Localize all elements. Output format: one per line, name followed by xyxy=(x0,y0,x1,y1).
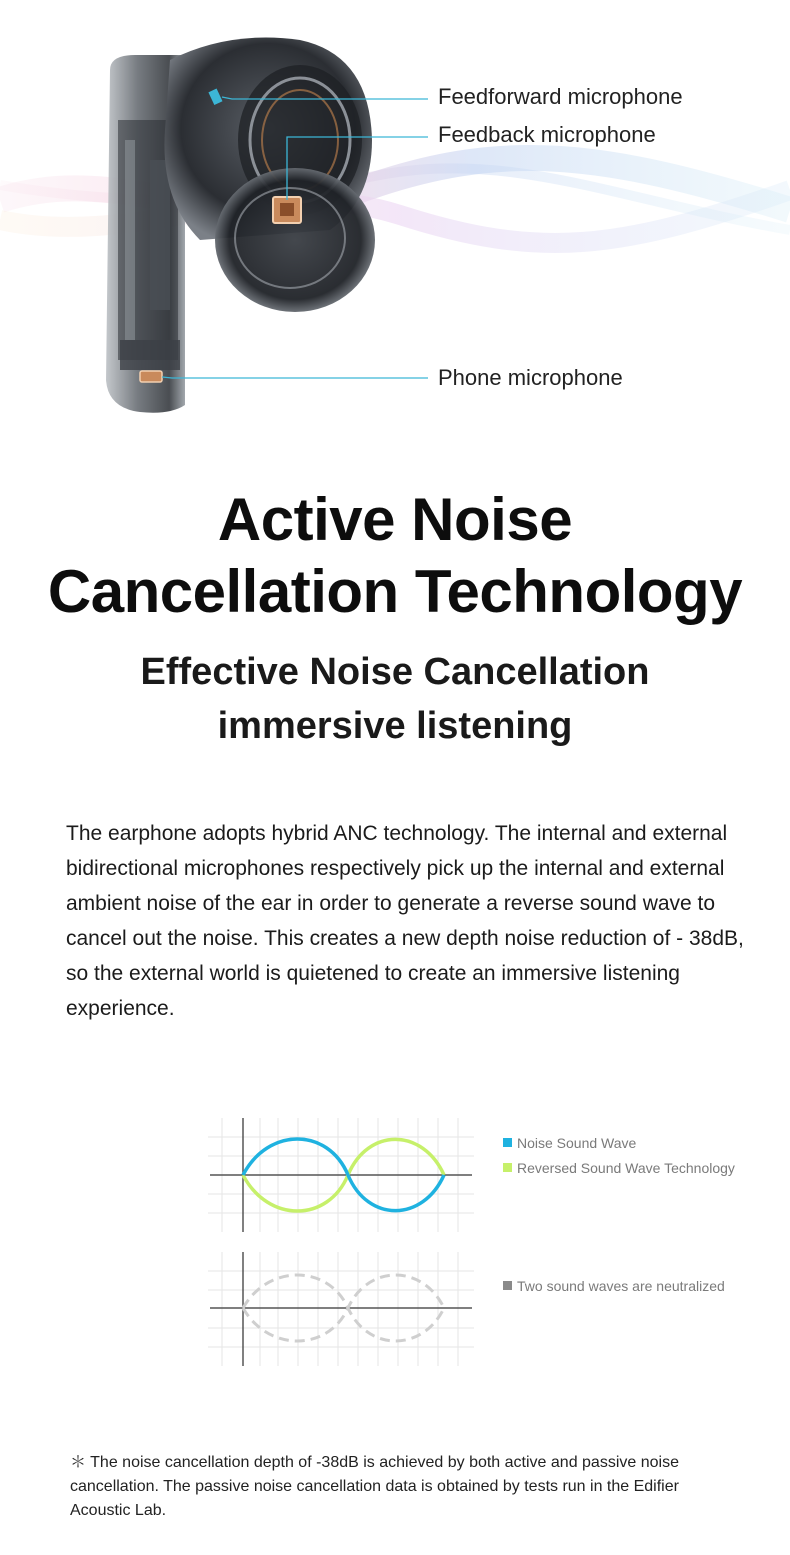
neutralized-legend xyxy=(503,1273,725,1298)
reversed-wave-swatch-icon xyxy=(503,1163,512,1172)
page-subtitle-line-2: immersive listening xyxy=(217,705,573,747)
page-subtitle-line-1: Effective Noise Cancellation xyxy=(140,651,650,693)
neutralized-wave-diagram xyxy=(208,1252,474,1366)
legend-neutralized xyxy=(503,1273,725,1298)
footnote: ＊ The noise cancellation depth of -38dB is achieved by both active and passive noise cancellation. The passive noise cancellation data is obtained by tests run in the Edifier Acoustic Lab. xyxy=(70,1454,679,1519)
wave-legend xyxy=(503,1130,735,1180)
noise-wave-diagram xyxy=(208,1118,474,1232)
legend-noise-wave-label: Noise Sound Wave xyxy=(517,1134,637,1151)
noise-wave-swatch-icon xyxy=(503,1138,512,1147)
page-title xyxy=(0,484,790,628)
neutralized-swatch-icon xyxy=(503,1281,512,1290)
legend-noise-wave xyxy=(503,1130,735,1155)
legend-neutralized-label: Two sound waves are neutralized xyxy=(517,1277,725,1294)
earbud-illustration xyxy=(0,0,790,440)
diagram-grid-2 xyxy=(208,1252,474,1366)
feedforward-microphone-label: Feedforward microphone xyxy=(438,84,683,109)
page-title-line-1: Active Noise xyxy=(217,486,573,553)
anc-description: The earphone adopts hybrid ANC technology. The internal and external bidirectional microphones respectively pick up the internal and external ambient noise of the ear in order to generate a reverse sound wave to cancel out the noise. This creates a new depth noise reduction of - 38dB, so the external world is quietened to create an immersive listening experience. xyxy=(66,822,744,1020)
legend-reversed-wave xyxy=(503,1155,735,1180)
page-subtitle xyxy=(0,645,790,753)
page-title-line-2: Cancellation Technology xyxy=(47,558,743,625)
legend-reversed-wave-label: Reversed Sound Wave Technology xyxy=(517,1159,735,1176)
hero-section xyxy=(0,0,790,440)
phone-microphone-label: Phone microphone xyxy=(438,365,623,390)
feedback-microphone-label: Feedback microphone xyxy=(438,122,656,147)
